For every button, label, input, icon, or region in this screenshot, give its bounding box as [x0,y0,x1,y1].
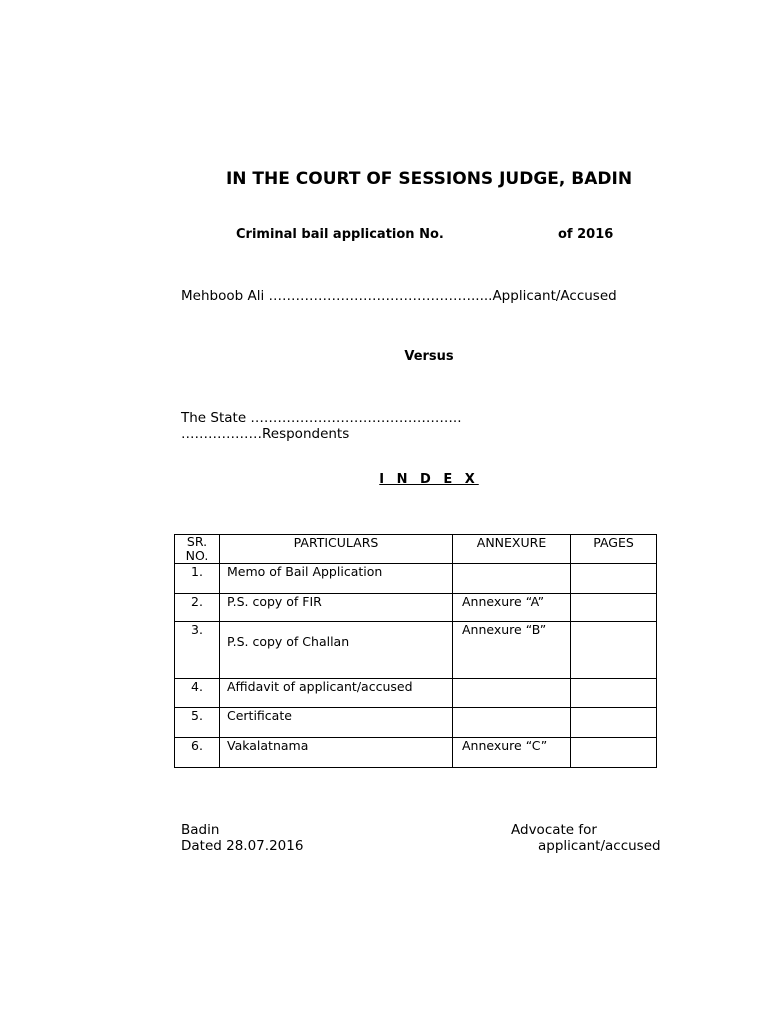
respondent-block [181,410,462,442]
row-annexure: Annexure “C” [462,738,548,753]
row-particulars: Vakalatnama [227,738,309,753]
row-particulars: Certificate [227,708,292,723]
header-sr-no [175,535,220,564]
row-annexure: Annexure “A” [462,594,545,609]
header-sr-line2: NO. [185,548,209,563]
table-row [175,594,657,622]
row-sr: 4. [175,679,220,708]
advocate-line-2: applicant/accused [538,838,661,854]
row-sr: 1. [175,564,220,594]
index-heading: I N D E X [379,472,479,487]
row-pages [571,594,657,622]
applicant-line: Mehboob Ali ……………………………………….....Applicant/Accused [181,288,617,304]
application-year: of 2016 [558,227,614,242]
application-number-label: Criminal bail application No. [236,227,444,242]
advocate-line-1: Advocate for [511,822,597,838]
row-sr: 2. [175,594,220,622]
table-header-row [175,535,657,564]
footer-date: Dated 28.07.2016 [181,838,304,854]
row-sr: 6. [175,738,220,768]
footer-place: Badin [181,822,220,838]
versus-label: Versus [404,349,454,364]
footer-place-date [181,822,303,854]
table-row [175,679,657,708]
table-row [175,564,657,594]
row-sr: 5. [175,708,220,738]
header-sr-line1: SR. [186,534,208,549]
row-particulars: P.S. copy of Challan [227,634,350,649]
header-pages: PAGES [571,535,657,564]
row-particulars: Affidavit of applicant/accused [227,679,413,694]
court-title: IN THE COURT OF SESSIONS JUDGE, BADIN [225,169,633,189]
index-table [174,534,657,768]
table-row [175,622,657,679]
header-annexure: ANNEXURE [453,535,571,564]
table-row [175,738,657,768]
row-particulars: Memo of Bail Application [227,564,383,579]
header-particulars: PARTICULARS [220,535,453,564]
row-pages [571,708,657,738]
row-pages [571,679,657,708]
respondent-line-1: The State ……………………………………….. [181,410,462,426]
row-particulars: P.S. copy of FIR [227,594,322,609]
row-pages [571,622,657,679]
row-pages [571,564,657,594]
row-annexure: Annexure “B” [462,622,547,637]
row-pages [571,738,657,768]
table-row [175,708,657,738]
row-sr: 3. [175,622,220,679]
respondent-line-2: ………………Respondents [181,426,350,442]
